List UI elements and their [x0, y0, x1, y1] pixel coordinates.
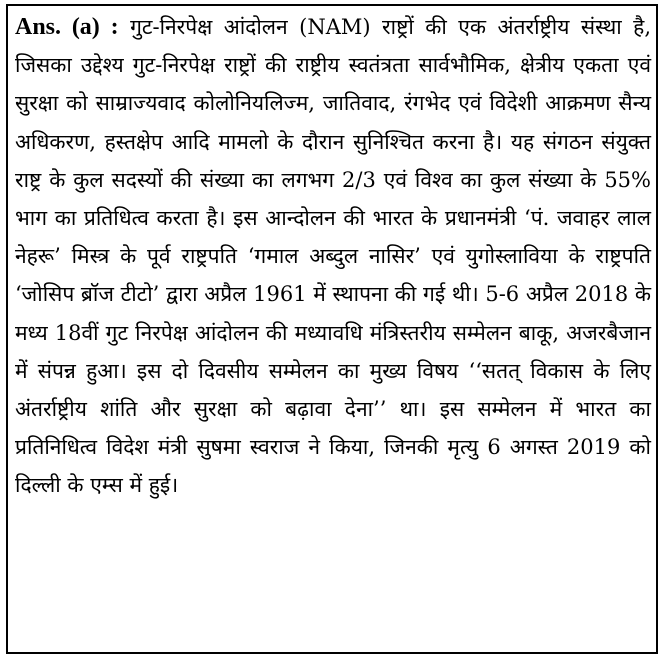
answer-box: [6, 4, 658, 654]
answer-label: Ans. (a) :: [15, 14, 119, 40]
answer-paragraph: [15, 8, 651, 505]
answer-body: गुट-निरपेक्ष आंदोलन (NAM) राष्ट्रों की एक अंतर्राष्ट्रीय संस्था है, जिसका उद्देश्य गुट-निरपेक्ष राष्ट्रों की राष्ट्रीय स्वतंत्रता सार्वभौमिक, क्षेत्रीय एकता एवं सुरक्षा को साम्राज्यवाद कोलोनियलिज्म, जातिवाद, रंगभेद एवं विदेशी आक्रमण सैन्य अधिकरण, हस्तक्षेप आदि मामलो के दौरान सुनिश्चित करना है। यह संगठन संयुक्त राष्ट्र के कुल सदस्यों की संख्या का लगभग 2/3 एवं विश्व का कुल संख्या के 55% भाग का प्रतिधित्व करता है। इस आन्दोलन की भारत के प्रधानमंत्री ‘पं. जवाहर लाल नेहरू’ मिस्त्र के पूर्व राष्ट्रपति ‘गमाल अब्दुल नासिर’ एवं युगोस्लाविया के राष्ट्रपति ‘जोसिप ब्रॉज टीटो’ द्वारा अप्रैल 1961 में स्थापना की गई थी। 5-6 अप्रैल 2018 के मध्य 18वीं गुट निरपेक्ष आंदोलन की मध्यावधि मंत्रिस्तरीय सम्मेलन बाकू, अजरबैजान में संपन्न हुआ। इस दो दिवसीय सम्मेलन का मुख्य विषय ‘‘सतत् विकास के लिए अंतर्राष्ट्रीय शांति और सुरक्षा को बढ़ावा देना’’ था। इस सम्मेलन में भारत का प्रतिनिधित्व विदेश मंत्री सुषमा स्वराज ने किया, जिनकी मृत्यु 6 अगस्त 2019 को दिल्ली के एम्स में हुई।: [15, 15, 651, 498]
